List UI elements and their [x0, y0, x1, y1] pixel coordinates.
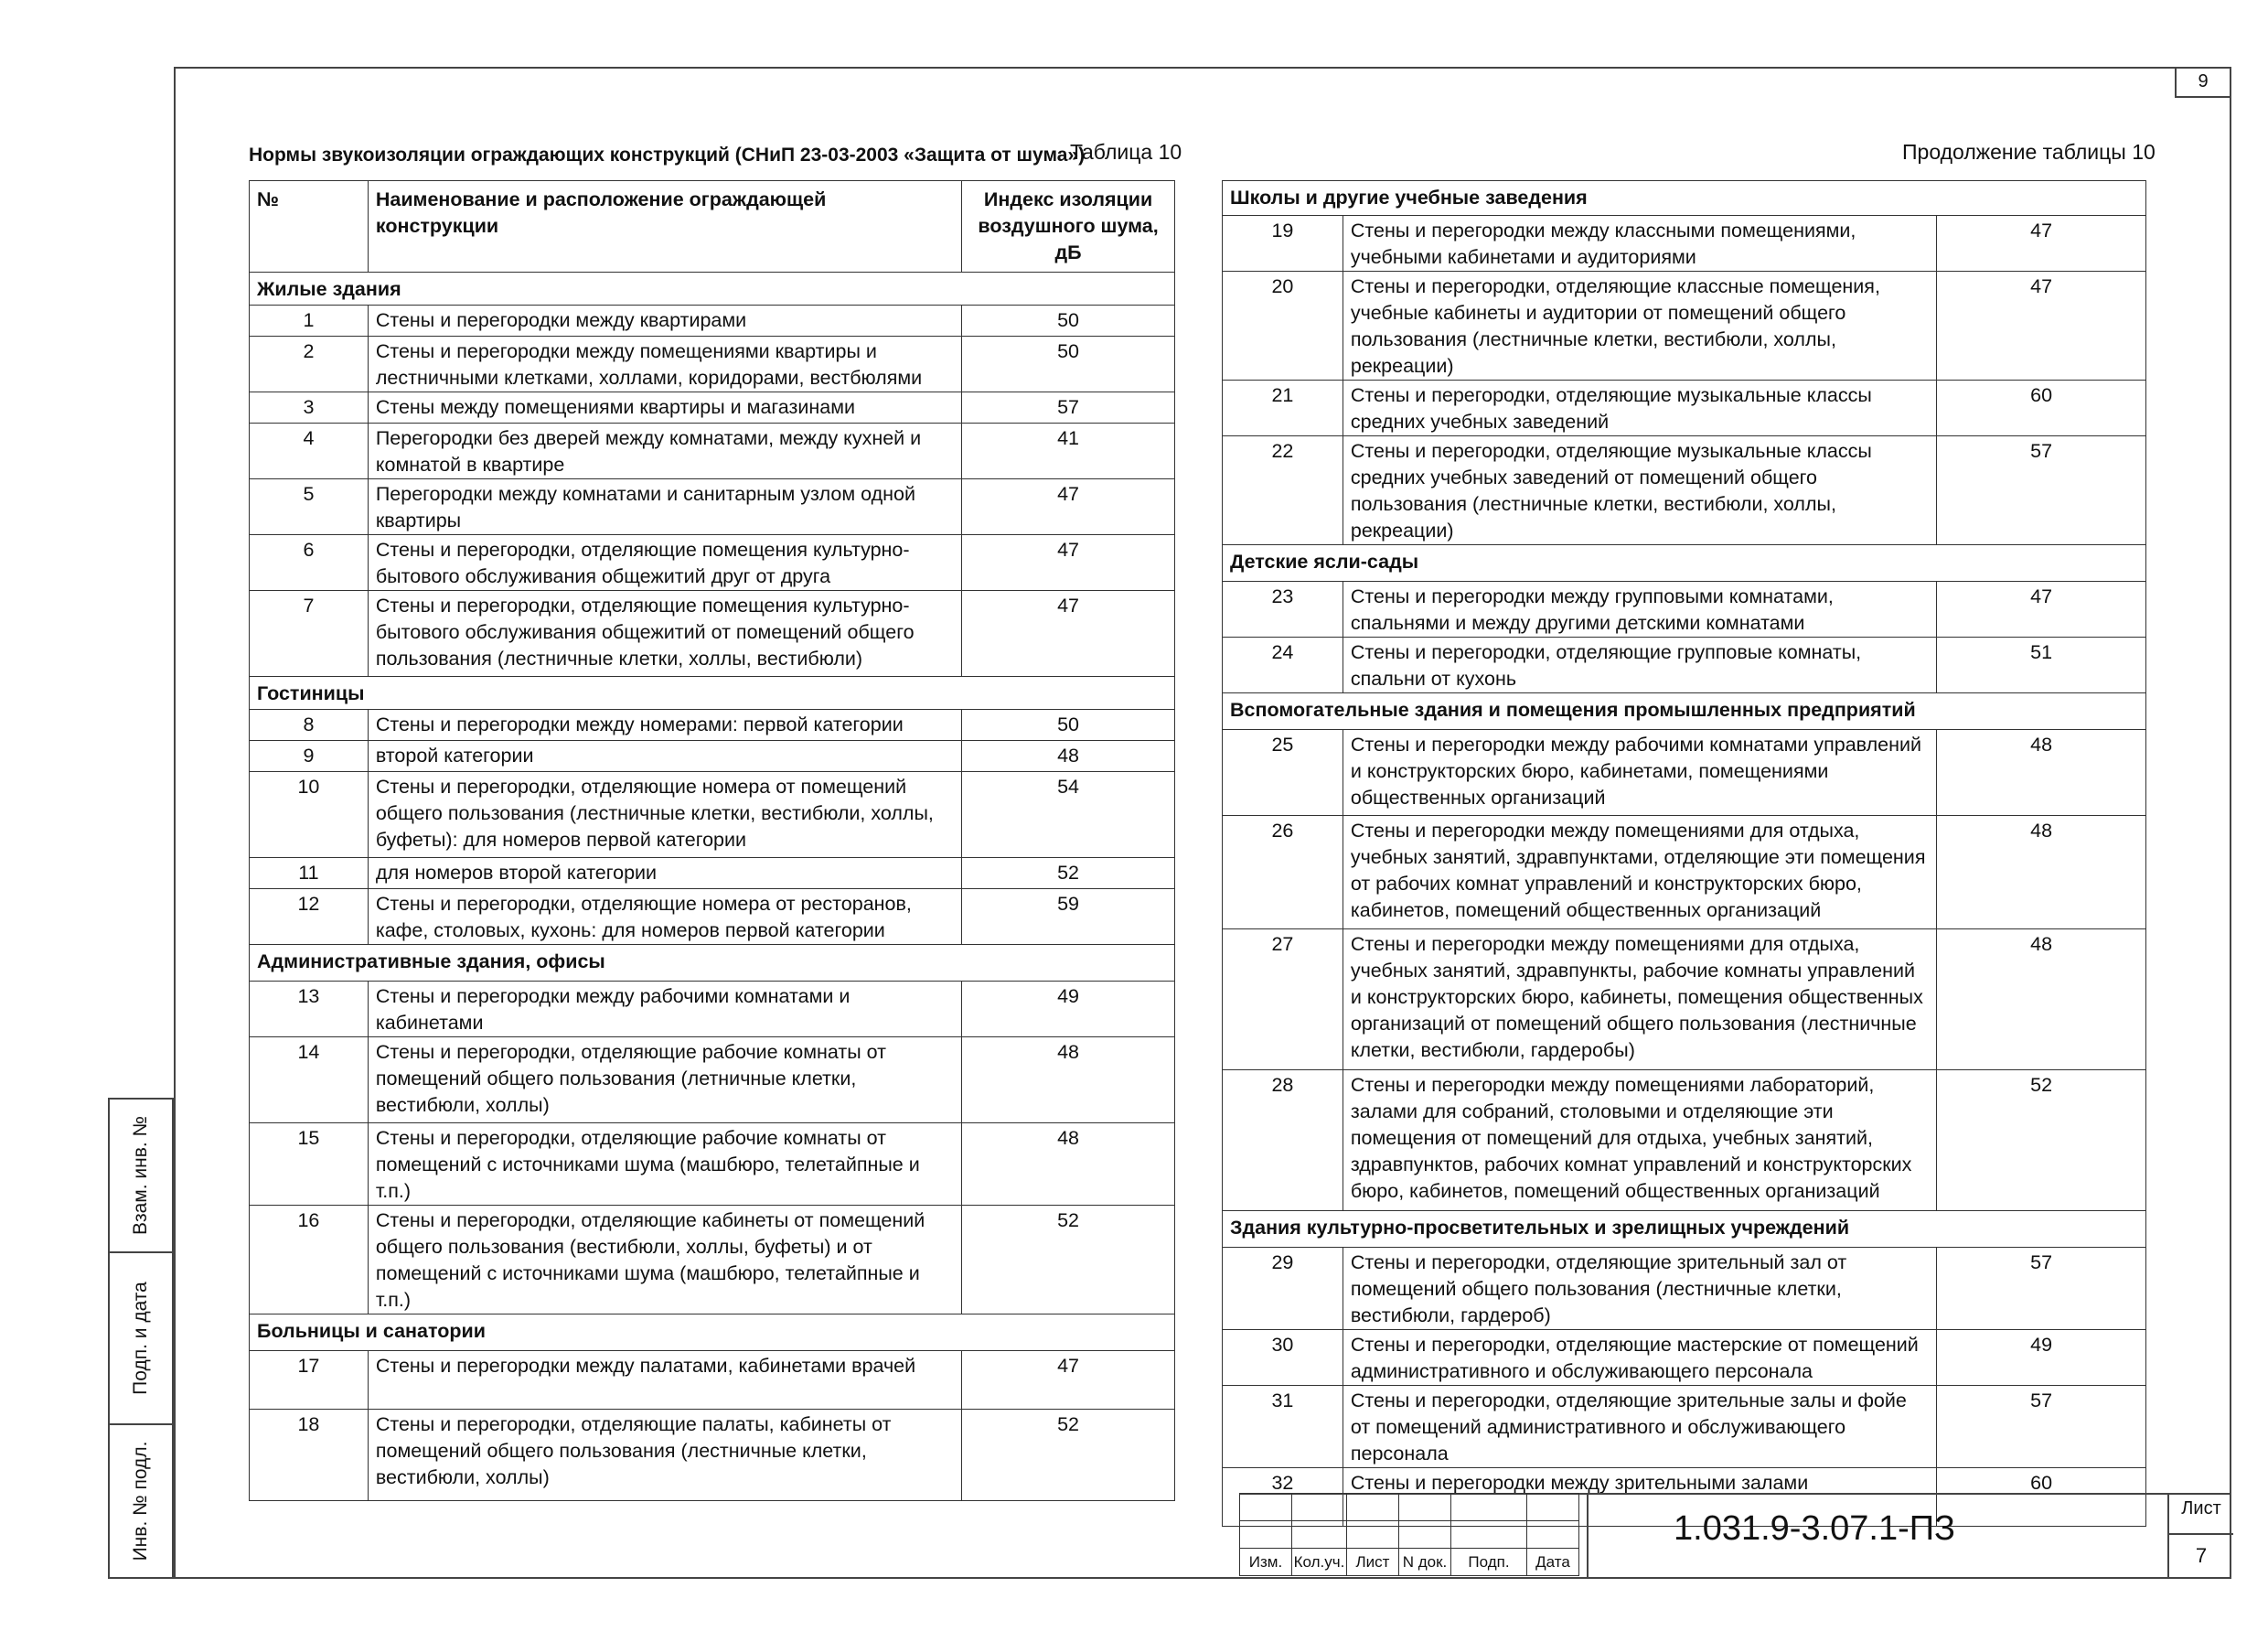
- row-number: 18: [250, 1410, 369, 1501]
- table-row: [1223, 216, 2146, 272]
- row-value: 47: [1937, 272, 2146, 381]
- section-title: Больницы и санатории: [250, 1314, 1175, 1351]
- row-number: 31: [1223, 1386, 1343, 1468]
- row-description: Стены и перегородки между помещениями квартиры и лестничными клетками, холлами, коридорами, вестбюлями: [368, 337, 961, 392]
- row-value: 48: [962, 1037, 1175, 1123]
- row-value: 50: [962, 337, 1175, 392]
- row-value: 47: [962, 535, 1175, 591]
- row-value: 57: [1937, 1386, 2146, 1468]
- table-row: [1223, 582, 2146, 638]
- sheet-box: [2167, 1493, 2233, 1579]
- row-value: 41: [962, 424, 1175, 479]
- row-number: 22: [1223, 436, 1343, 545]
- section-row: [250, 273, 1175, 306]
- row-value: 48: [1937, 929, 2146, 1070]
- row-number: 5: [250, 479, 369, 535]
- row-value: 59: [962, 889, 1175, 945]
- row-value: 60: [1937, 381, 2146, 436]
- row-number: 32: [1223, 1468, 1343, 1527]
- header-index: Индекс изоляции воздушного шума, дБ: [962, 181, 1175, 273]
- stamp-col-label: Дата: [1527, 1549, 1579, 1576]
- row-description: Стены и перегородки между зрительными залами: [1343, 1468, 1936, 1527]
- table-row: [250, 772, 1175, 858]
- section-row: [250, 945, 1175, 982]
- row-value: 50: [962, 306, 1175, 337]
- row-value: 48: [1937, 816, 2146, 929]
- row-description: Стены и перегородки между помещениями для отдыха, учебных занятий, здравпункты, рабочие комнаты управлений и конструкторских бюро, кабинеты, помещения общественных организаций от помещений общего пользования (лестничные клетки, вестибюли, гардеробы): [1343, 929, 1936, 1070]
- stamp-col-label: Лист: [1347, 1549, 1399, 1576]
- table-row: [250, 306, 1175, 337]
- row-value: 51: [1937, 638, 2146, 693]
- row-number: 30: [1223, 1330, 1343, 1386]
- table-row: [250, 889, 1175, 945]
- row-value: 49: [1937, 1330, 2146, 1386]
- row-value: 52: [1937, 1070, 2146, 1211]
- page-number: 9: [2175, 67, 2231, 98]
- section-title: Детские ясли-сады: [1223, 545, 2146, 582]
- table-row: [1223, 436, 2146, 545]
- row-number: 8: [250, 710, 369, 741]
- row-value: 52: [962, 858, 1175, 889]
- row-number: 24: [1223, 638, 1343, 693]
- row-value: 57: [1937, 436, 2146, 545]
- section-row: [1223, 181, 2146, 216]
- norms-table-left: [249, 180, 1175, 1501]
- table-row: [1223, 272, 2146, 381]
- continuation-label: Продолжение таблицы 10: [1902, 140, 2156, 164]
- row-description: Стены и перегородки, отделяющие кабинеты от помещений общего пользования (вестибюли, холлы, буфеты) и от помещений с источниками шума (машбюро, телетайпные и т.п.): [368, 1206, 961, 1314]
- row-description: Стены и перегородки, отделяющие зрительные залы и фойе от помещений административного и обслуживающего персонала: [1343, 1386, 1936, 1468]
- table-row: [250, 1206, 1175, 1314]
- row-number: 4: [250, 424, 369, 479]
- side-strip: [108, 1098, 174, 1579]
- row-number: 11: [250, 858, 369, 889]
- row-description: Стены и перегородки между классными помещениями, учебными кабинетами и аудиториями: [1343, 216, 1936, 272]
- section-row: [250, 1314, 1175, 1351]
- section-title: Вспомогательные здания и помещения промышленных предприятий: [1223, 693, 2146, 730]
- row-description: Стены между помещениями квартиры и магазинами: [368, 392, 961, 424]
- row-value: 47: [1937, 582, 2146, 638]
- table-row: [1223, 638, 2146, 693]
- section-row: [1223, 693, 2146, 730]
- stamp-col-label: N док.: [1399, 1549, 1451, 1576]
- row-number: 26: [1223, 816, 1343, 929]
- table-row: [1223, 816, 2146, 929]
- row-description: второй категории: [368, 741, 961, 772]
- row-value: 54: [962, 772, 1175, 858]
- section-title: Здания культурно-просветительных и зрелищных учреждений: [1223, 1211, 2146, 1248]
- row-description: Перегородки без дверей между комнатами, между кухней и комнатой в квартире: [368, 424, 961, 479]
- row-number: 21: [1223, 381, 1343, 436]
- row-description: Перегородки между комнатами и санитарным узлом одной квартиры: [368, 479, 961, 535]
- row-number: 28: [1223, 1070, 1343, 1211]
- row-number: 10: [250, 772, 369, 858]
- sheet-number: 7: [2195, 1544, 2208, 1567]
- row-number: 2: [250, 337, 369, 392]
- row-number: 7: [250, 591, 369, 677]
- section-row: [250, 677, 1175, 710]
- row-number: 23: [1223, 582, 1343, 638]
- row-description: Стены и перегородки, отделяющие номера от ресторанов, кафе, столовых, кухонь: для номеров первой категории: [368, 889, 961, 945]
- row-number: 12: [250, 889, 369, 945]
- row-value: 48: [962, 741, 1175, 772]
- table-row: [250, 479, 1175, 535]
- row-number: 1: [250, 306, 369, 337]
- row-number: 15: [250, 1123, 369, 1206]
- row-number: 20: [1223, 272, 1343, 381]
- side-cell-podp: [108, 1251, 174, 1425]
- row-value: 49: [962, 982, 1175, 1037]
- row-description: Стены и перегородки, отделяющие классные помещения, учебные кабинеты и аудитории от помещений общего пользования (лестничные клетки, вестибюли, холлы, рекреации): [1343, 272, 1936, 381]
- row-number: 6: [250, 535, 369, 591]
- row-value: 60: [1937, 1468, 2146, 1527]
- row-number: 17: [250, 1351, 369, 1410]
- table-row: [250, 337, 1175, 392]
- row-description: Стены и перегородки между рабочими комнатами управлений и конструкторских бюро, кабинетами, помещениями общественных организаций: [1343, 730, 1936, 816]
- row-value: 50: [962, 710, 1175, 741]
- row-description: Стены и перегородки между помещениями для отдыха, учебных занятий, здравпунктами, отделяющие эти помещения от рабочих комнат управлений и конструкторских бюро, кабинетов, помещений общественных организаций: [1343, 816, 1936, 929]
- row-value: 47: [962, 1351, 1175, 1410]
- row-description: Стены и перегородки, отделяющие музыкальные классы средних учебных заведений: [1343, 381, 1936, 436]
- row-description: Стены и перегородки, отделяющие музыкальные классы средних учебных заведений от помещений общего пользования (лестничные клетки, вестибюли, холлы, рекреации): [1343, 436, 1936, 545]
- row-value: 47: [962, 479, 1175, 535]
- stamp-col-label: Кол.уч.: [1292, 1549, 1347, 1576]
- row-description: Стены и перегородки между квартирами: [368, 306, 961, 337]
- row-number: 14: [250, 1037, 369, 1123]
- section-row: [1223, 545, 2146, 582]
- header-num: №: [250, 181, 369, 273]
- row-value: 52: [962, 1410, 1175, 1501]
- table-row: [250, 392, 1175, 424]
- row-description: Стены и перегородки между рабочими комнатами и кабинетами: [368, 982, 961, 1037]
- header-name: Наименование и расположение ограждающей конструкции: [368, 181, 961, 273]
- table-row: [250, 982, 1175, 1037]
- row-description: Стены и перегородки между номерами: первой категории: [368, 710, 961, 741]
- row-number: 13: [250, 982, 369, 1037]
- table-row: [250, 424, 1175, 479]
- table-label: Таблица 10: [1070, 140, 1182, 164]
- row-value: 48: [962, 1123, 1175, 1206]
- section-title: Жилые здания: [250, 273, 1175, 306]
- revision-table: [1239, 1493, 1579, 1576]
- row-number: 16: [250, 1206, 369, 1314]
- side-label-vzam: Взам. инв. №: [130, 1115, 151, 1236]
- table-header-row: [250, 181, 1175, 273]
- row-description: Стены и перегородки, отделяющие помещения культурно-бытового обслуживания общежитий от помещений общего пользования (лестничные клетки, холлы, вестибюли): [368, 591, 961, 677]
- row-number: 9: [250, 741, 369, 772]
- table-row: [1223, 1386, 2146, 1468]
- row-description: Стены и перегородки, отделяющие номера от помещений общего пользования (лестничные клетки, вестибюли, холлы, буфеты): для номеров первой категории: [368, 772, 961, 858]
- row-value: 47: [962, 591, 1175, 677]
- side-cell-vzam: [108, 1098, 174, 1253]
- row-description: для номеров второй категории: [368, 858, 961, 889]
- table-row: [1223, 1070, 2146, 1211]
- table-row: [250, 1410, 1175, 1501]
- stamp-divider: [1587, 1493, 1589, 1579]
- document-title: Нормы звукоизоляции ограждающих конструкций (СНиП 23-03-2003 «Защита от шума»): [249, 145, 1086, 166]
- section-title: Школы и другие учебные заведения: [1223, 181, 2146, 216]
- table-row: [1223, 730, 2146, 816]
- table-row: [250, 710, 1175, 741]
- side-label-inv: Инв. № подл.: [130, 1441, 151, 1561]
- row-description: Стены и перегородки между палатами, кабинетами врачей: [368, 1351, 961, 1410]
- row-value: 57: [962, 392, 1175, 424]
- row-description: Стены и перегородки, отделяющие рабочие комнаты от помещений с источниками шума (машбюро, телетайпные и т.п.): [368, 1123, 961, 1206]
- stamp-col-label: Изм.: [1240, 1549, 1292, 1576]
- row-description: Стены и перегородки, отделяющие мастерские от помещений административного и обслуживающего персонала: [1343, 1330, 1936, 1386]
- side-cell-inv: [108, 1423, 174, 1579]
- row-number: 27: [1223, 929, 1343, 1070]
- table-row: [250, 741, 1175, 772]
- row-value: 52: [962, 1206, 1175, 1314]
- table-row: [1223, 1248, 2146, 1330]
- section-title: Административные здания, офисы: [250, 945, 1175, 982]
- row-value: 57: [1937, 1248, 2146, 1330]
- row-description: Стены и перегородки, отделяющие групповые комнаты, спальни от кухонь: [1343, 638, 1936, 693]
- row-number: 29: [1223, 1248, 1343, 1330]
- table-row: [250, 535, 1175, 591]
- row-description: Стены и перегородки, отделяющие зрительный зал от помещений общего пользования (лестничные клетки, вестибюли, гардероб): [1343, 1248, 1936, 1330]
- row-value: 48: [1937, 730, 2146, 816]
- row-description: Стены и перегородки между групповыми комнатами, спальнями и между другими детскими комнатами: [1343, 582, 1936, 638]
- norms-table-right: [1222, 180, 2146, 1527]
- table-row: [250, 1123, 1175, 1206]
- section-row: [1223, 1211, 2146, 1248]
- section-title: Гостиницы: [250, 677, 1175, 710]
- row-description: Стены и перегородки, отделяющие помещения культурно-бытового обслуживания общежитий друг от друга: [368, 535, 961, 591]
- row-description: Стены и перегородки, отделяющие палаты, кабинеты от помещений общего пользования (лестничные клетки, вестибюли, холлы): [368, 1410, 961, 1501]
- table-row: [250, 1351, 1175, 1410]
- document-number: 1.031.9-3.07.1-ПЗ: [1674, 1509, 1956, 1548]
- table-row: [250, 858, 1175, 889]
- row-number: 19: [1223, 216, 1343, 272]
- row-description: Стены и перегородки между помещениями лабораторий, залами для собраний, столовыми и отделяющие эти помещения от помещений для отдыха, учебных занятий, здравпунктов, рабочих комнат управлений и конструкторских бюро, кабинетов, помещений общественных организаций: [1343, 1070, 1936, 1211]
- table-row: [1223, 929, 2146, 1070]
- stamp-col-label: Подп.: [1451, 1549, 1527, 1576]
- row-number: 3: [250, 392, 369, 424]
- table-row: [250, 1037, 1175, 1123]
- row-value: 47: [1937, 216, 2146, 272]
- row-number: 25: [1223, 730, 1343, 816]
- table-row: [1223, 381, 2146, 436]
- table-row: [1223, 1330, 2146, 1386]
- row-description: Стены и перегородки, отделяющие рабочие комнаты от помещений общего пользования (летничные клетки, вестибюли, холлы): [368, 1037, 961, 1123]
- sheet-label: Лист: [2181, 1498, 2221, 1518]
- side-label-podp: Подп. и дата: [130, 1282, 151, 1395]
- table-row: [250, 591, 1175, 677]
